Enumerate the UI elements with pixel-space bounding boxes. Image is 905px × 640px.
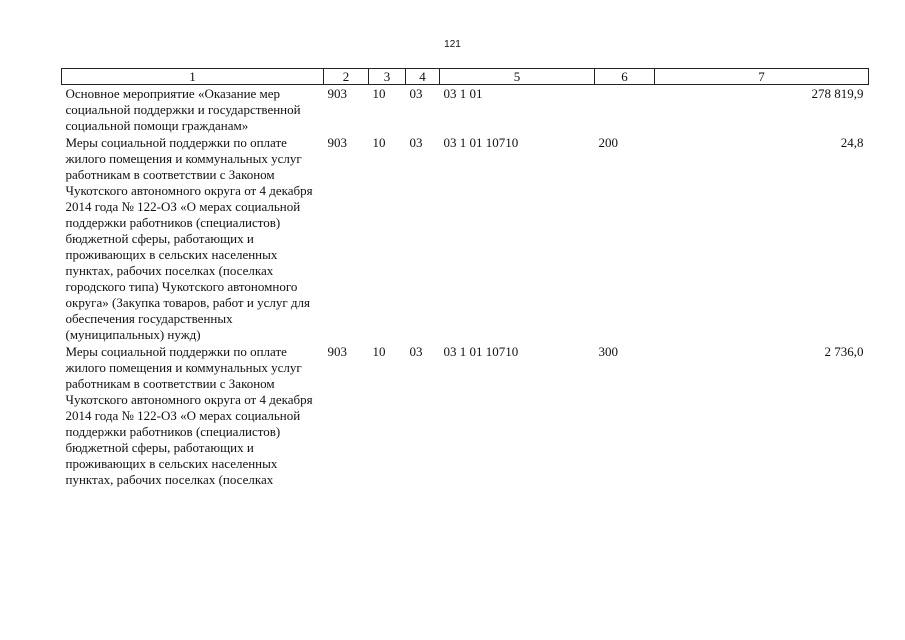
column-header-3: 3 <box>369 69 406 85</box>
row-amount: 2 736,0 <box>824 344 864 359</box>
row-code-expense-type: 200 <box>598 135 618 150</box>
row-code-ministry: 903 <box>327 135 347 150</box>
column-header-2: 2 <box>324 69 369 85</box>
column-header-4: 4 <box>406 69 440 85</box>
budget-table <box>61 68 869 488</box>
row-code-target: 03 1 01 <box>443 86 483 101</box>
row-code-ministry: 903 <box>327 86 347 101</box>
row-code-subsection: 03 <box>409 86 423 101</box>
row-code-subsection: 03 <box>409 344 423 359</box>
column-header-6: 6 <box>595 69 655 85</box>
row-code-section: 10 <box>372 86 386 101</box>
table-row <box>62 85 869 135</box>
row-code-subsection: 03 <box>409 135 423 150</box>
table-row <box>62 343 869 488</box>
row-name: Меры социальной поддержки по оплате жилого помещения и коммунальных услуг работникам в соответствии с Законом Чукотского автономного округа от 4 декабря 2014 года № 122-ОЗ «О мерах социальной поддержки работников (специалистов) бюджетной сферы, работающих и проживающих в сельских населенных пунктах, рабочих поселках (поселках <box>65 344 313 487</box>
row-code-target: 03 1 01 10710 <box>443 135 519 150</box>
row-name: Основное мероприятие «Оказание мер социальной поддержки и государственной социальной помощи гражданам» <box>65 86 301 133</box>
row-amount: 24,8 <box>840 135 864 150</box>
table-header-row <box>62 69 869 85</box>
page-number: 121 <box>444 39 461 50</box>
row-code-section: 10 <box>372 344 386 359</box>
row-code-expense-type <box>595 85 655 135</box>
column-header-7: 7 <box>655 69 869 85</box>
row-code-target: 03 1 01 10710 <box>443 344 519 359</box>
row-name: Меры социальной поддержки по оплате жилого помещения и коммунальных услуг работникам в соответствии с Законом Чукотского автономного округа от 4 декабря 2014 года № 122-ОЗ «О мерах социальной поддержки работников (специалистов) бюджетной сферы, работающих и проживающих в сельских населенных пунктах, рабочих поселках (поселках городского типа) Чукотского автономного округа» (Закупка товаров, работ и услуг для обеспечения государственных (муниципальных) нужд) <box>65 135 313 342</box>
column-header-5: 5 <box>440 69 595 85</box>
row-amount: 278 819,9 <box>811 86 864 101</box>
table-row <box>62 134 869 343</box>
column-header-1: 1 <box>62 69 324 85</box>
row-code-section: 10 <box>372 135 386 150</box>
row-code-ministry: 903 <box>327 344 347 359</box>
row-code-expense-type: 300 <box>598 344 618 359</box>
